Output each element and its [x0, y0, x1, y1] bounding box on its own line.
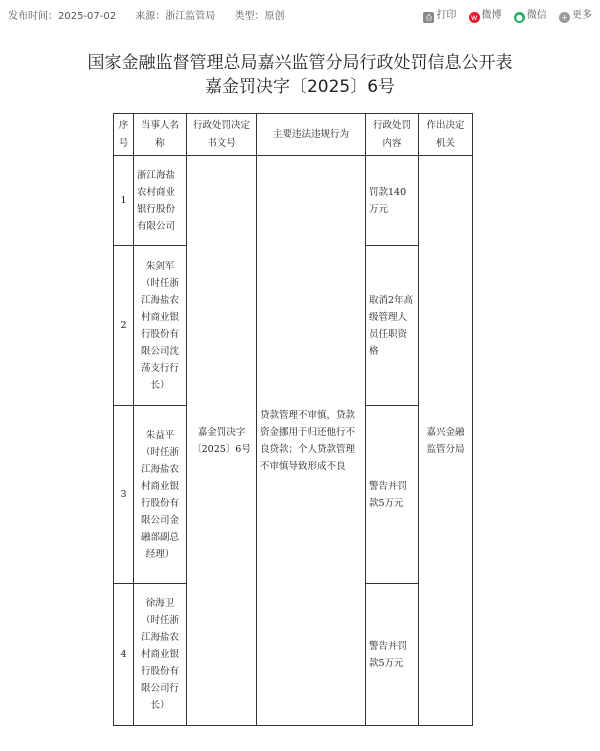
document-title: 国家金融监督管理总局嘉兴监管分局行政处罚信息公开表: [87, 53, 513, 73]
header-cell: 行政处罚内容: [366, 114, 419, 156]
row-number: 3: [114, 406, 134, 584]
penalty-content: 警告并罚款5万元: [366, 406, 419, 584]
print-icon: ⎙: [423, 12, 434, 23]
party-name: 浙江海盐农村商业银行股份有限公司: [134, 156, 187, 246]
category: 类型：原创: [234, 11, 285, 22]
table-row: [114, 156, 473, 246]
header-cell: 序号: [114, 114, 134, 156]
decision-number: 嘉金罚决字〔2025〕6号: [187, 156, 257, 726]
party-name: 朱剑军（时任浙江海盐农村商业银行股份有限公司沈荡支行行长）: [134, 246, 187, 406]
header-cell: 主要违法违规行为: [257, 114, 366, 156]
share-toolbar: [414, 6, 592, 23]
wechat-icon: ●: [514, 12, 525, 23]
penalty-content: 罚款140万元: [366, 156, 419, 246]
table-header-row: [114, 114, 473, 156]
weibo-icon: w: [469, 12, 480, 23]
penalty-info-table: [113, 113, 473, 726]
more-icon: +: [559, 12, 570, 23]
more-share-button[interactable]: + 更多: [559, 6, 592, 23]
party-name: 朱益平（时任浙江海盐农村商业银行股份有限公司金融部副总经理）: [134, 406, 187, 584]
weibo-share-button[interactable]: w 微博: [469, 6, 502, 23]
row-number: 1: [114, 156, 134, 246]
row-number: 4: [114, 584, 134, 726]
article-meta-bar: [0, 0, 600, 26]
article-meta: [8, 7, 301, 22]
source: 来源：浙江监管局: [135, 11, 216, 22]
penalty-content: 警告并罚款5万元: [366, 584, 419, 726]
wechat-share-button[interactable]: ● 微信: [515, 10, 547, 22]
header-cell: 当事人名称: [134, 114, 187, 156]
document-number: 嘉金罚决字〔2025〕6号: [204, 77, 396, 97]
row-number: 2: [114, 246, 134, 406]
violation-description: 贷款管理不审慎，贷款资金挪用于归还他行不良贷款；个人贷款管理不审慎导致形成不良: [257, 156, 366, 726]
print-button[interactable]: ⎙ 打印: [423, 6, 456, 23]
header-cell: 行政处罚决定书文号: [187, 114, 257, 156]
penalty-content: 取消2年高级管理人员任职资格: [366, 246, 419, 406]
deciding-authority: 嘉兴金融监管分局: [419, 156, 473, 726]
header-cell: 作出决定机关: [419, 114, 473, 156]
party-name: 徐海卫（时任浙江海盐农村商业银行股份有限公司行长）: [134, 584, 187, 726]
publish-time: 发布时间：2025-07-02: [8, 11, 117, 22]
